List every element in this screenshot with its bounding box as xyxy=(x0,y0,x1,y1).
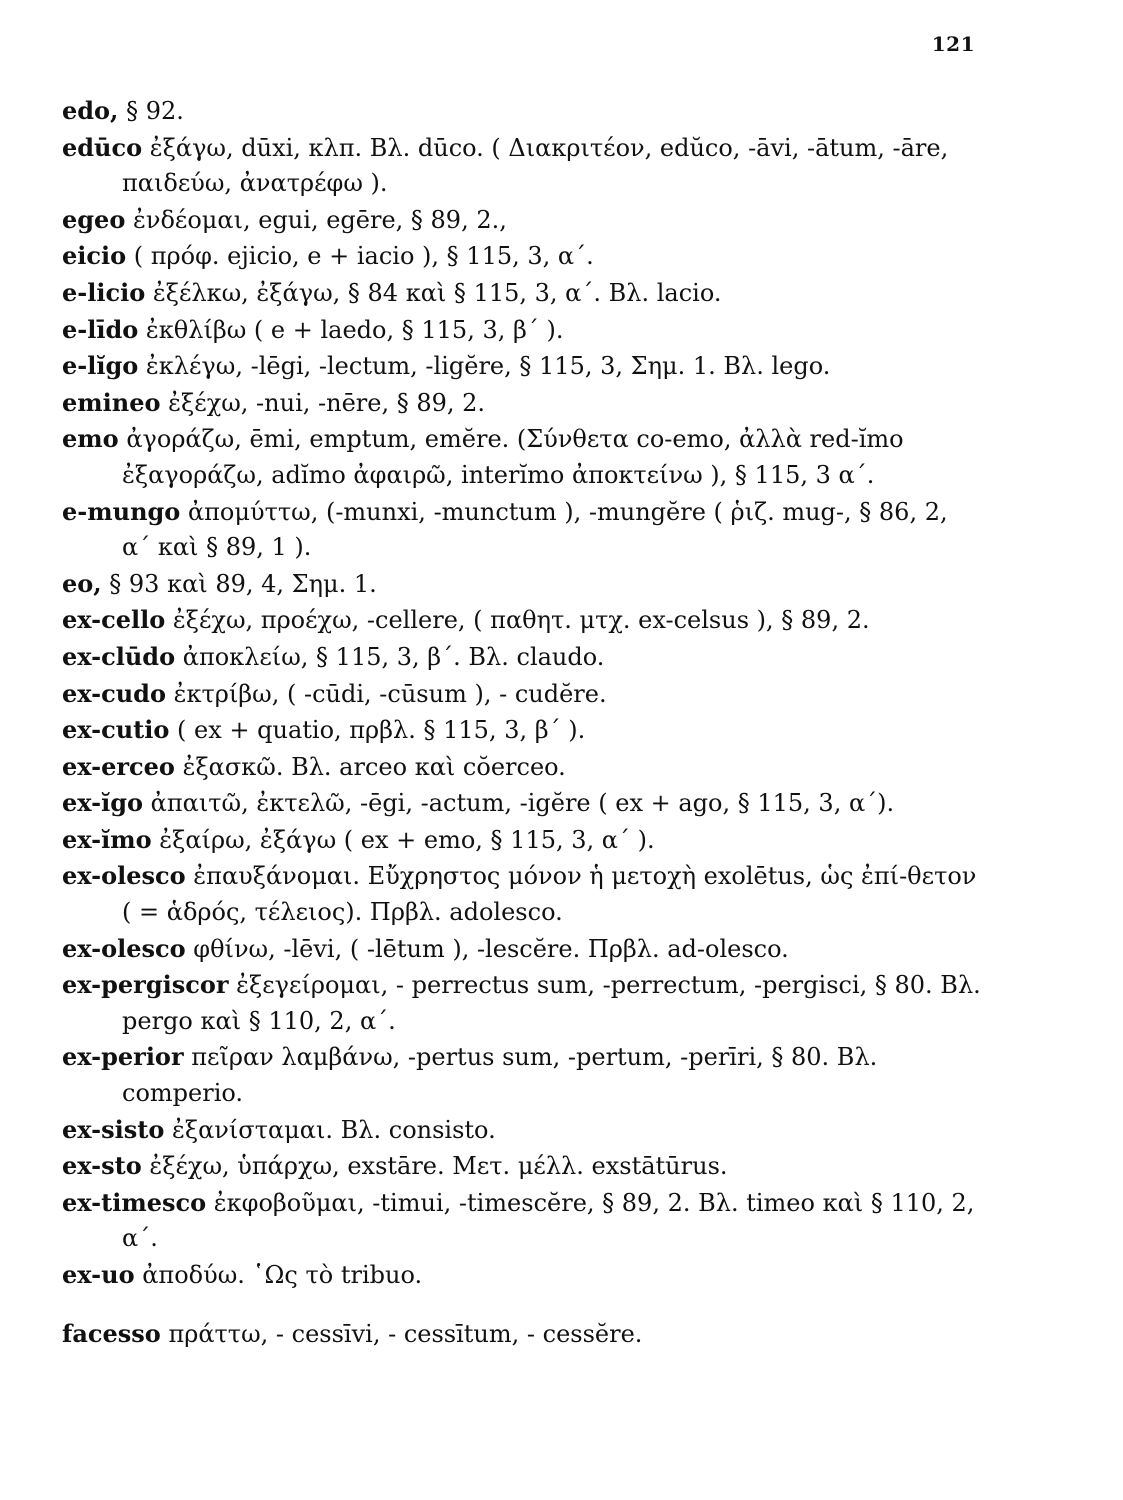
entry-lemma: ex-ĭmo xyxy=(62,824,152,854)
entry-exuo xyxy=(62,1257,982,1294)
entry-definition: φθίνω, -lēvi, ( -lētum ), -lescĕre. Πρβλ. ad-olesco. xyxy=(193,934,789,963)
entry-lemma: egeo xyxy=(62,204,126,234)
entry-exolesco-2 xyxy=(62,931,982,968)
entry-elicio xyxy=(62,275,982,312)
entry-lemma: ex-pergiscor xyxy=(62,970,229,1000)
entry-lemma: ex-cutio xyxy=(62,715,170,745)
entry-definition: § 93 καὶ 89, 4, Σημ. 1. xyxy=(109,569,377,598)
entry-lemma: eicio xyxy=(62,241,127,271)
entry-definition: ἐκφοβοῦμαι, -timui, -timescĕre, § 89, 2. Βλ. timeo καὶ § 110, 2, α΄. xyxy=(122,1188,975,1253)
entry-definition: ( πρόφ. ejicio, e + iacio ), § 115, 3, α΄. xyxy=(133,242,594,271)
entry-excello xyxy=(62,602,982,639)
entry-definition: πεῖραν λαμβάνω, -pertus sum, -pertum, -perīri, § 80. Βλ. comperio. xyxy=(122,1043,878,1108)
entry-definition: ἐξέχω, ὑπάρχω, exstāre. Μετ. μέλλ. exstātūrus. xyxy=(149,1152,728,1181)
entry-lemma: ex-erceo xyxy=(62,751,175,781)
entry-emungo xyxy=(62,494,982,566)
dictionary-entries xyxy=(62,93,982,1352)
entry-lemma: eo, xyxy=(62,568,102,598)
entry-definition: ἐξανίσταμαι. Βλ. consisto. xyxy=(172,1115,496,1144)
entry-definition: ἀποδύω. ῾Ως τὸ tribuo. xyxy=(142,1261,423,1289)
entry-eximo xyxy=(62,822,982,859)
entry-definition: ἀγοράζω, ēmi, emptum, emĕre. (Σύνθετα co-emo, ἀλλὰ red-ĭmo ἐξαγοράζω, adĭmo ἀφαιρῶ, interĭmo ἀποκτείνω ), § 115, 3 α΄. xyxy=(122,425,904,489)
entry-lemma: ex-uo xyxy=(62,1260,135,1289)
entry-definition: ἐξασκῶ. Βλ. arceo καὶ cŏerceo. xyxy=(182,752,566,781)
entry-lemma: e-licio xyxy=(62,277,146,307)
entry-extimesco xyxy=(62,1185,982,1257)
entry-definition: ἀπομύττω, (-munxi, -munctum ), -mungĕre ( ῥιζ. mug-, § 86, 2, α΄ καὶ § 89, 1 ). xyxy=(122,497,948,562)
entry-definition: ἀπαιτῶ, ἐκτελῶ, -ēgi, -actum, -igĕre ( ex + ago, § 115, 3, α΄). xyxy=(150,789,895,818)
entry-definition: ἐνδέομαι, egui, egēre, § 89, 2., xyxy=(132,205,507,234)
entry-eicio xyxy=(62,238,982,275)
entry-definition: ἐκλέγω, -lēgi, -lectum, -ligĕre, § 115, 3, Σημ. 1. Βλ. lego. xyxy=(145,352,831,381)
entry-lemma: ex-clūdo xyxy=(62,641,176,671)
entry-definition: ἐξέχω, προέχω, -cellere, ( παθητ. μτχ. ex-celsus ), § 89, 2. xyxy=(172,606,870,635)
entry-definition: ( ex + quatio, πρβλ. § 115, 3, β΄ ). xyxy=(177,716,586,745)
entry-exerceo xyxy=(62,749,982,786)
entry-lemma: ex-ĭgo xyxy=(62,788,144,818)
entry-excutio xyxy=(62,712,982,749)
entry-definition: § 92. xyxy=(126,97,184,125)
entry-lemma: ex-olesco xyxy=(62,861,186,891)
entry-egeo xyxy=(62,202,982,239)
entry-lemma: ex-perior xyxy=(62,1042,184,1072)
entry-definition: ἐξέχω, -nui, -nēre, § 89, 2. xyxy=(168,388,486,417)
entry-lemma: e-mungo xyxy=(62,496,181,526)
entry-edo xyxy=(62,93,982,130)
entry-lemma: facesso xyxy=(62,1318,161,1348)
entry-lemma: ex-cello xyxy=(62,605,166,635)
entry-definition: ἀποκλείω, § 115, 3, β΄. Βλ. claudo. xyxy=(182,642,605,671)
entry-lemma: ex-cudo xyxy=(62,678,166,708)
entry-eo xyxy=(62,566,982,603)
entry-lemma: e-līdo xyxy=(62,314,139,344)
page-number: 121 xyxy=(931,32,975,56)
entry-lemma: ex-olesco xyxy=(62,933,186,963)
entry-emo xyxy=(62,421,982,493)
entry-definition: πράττω, - cessīvi, - cessītum, - cessĕre. xyxy=(168,1319,643,1348)
entry-lemma: edūco xyxy=(62,132,143,162)
entry-definition: ἐπαυξάνομαι. Εὔχρηστος μόνον ἡ μετοχὴ exolētus, ὡς ἐπί-θετον ( = ἁδρός, τέλειος). Πρβλ. adolesco. xyxy=(122,862,977,927)
entry-definition: ἐξέλκω, ἐξάγω, § 84 καὶ § 115, 3, α΄. Βλ. lacio. xyxy=(152,278,722,307)
entry-exolesco-1 xyxy=(62,858,982,930)
entry-definition: ἐκθλίβω ( e + laedo, § 115, 3, β΄ ). xyxy=(145,315,564,344)
entry-facesso xyxy=(62,1316,982,1353)
entry-emineo xyxy=(62,385,982,422)
entry-eligo xyxy=(62,348,982,385)
entry-exsto xyxy=(62,1148,982,1185)
entry-exsisto xyxy=(62,1112,982,1149)
entry-lemma: edo, xyxy=(62,96,119,125)
entry-definition: ἐξάγω, dūxi, κλπ. Βλ. dūco. ( Διακριτέον, edŭco, -āvi, -ātum, -āre, παιδεύω, ἀνατρέφω ). xyxy=(122,133,949,198)
entry-expergiscor xyxy=(62,967,982,1039)
entry-definition: ἐκτρίβω, ( -cūdi, -cūsum ), - cudĕre. xyxy=(173,679,607,708)
entry-excudo xyxy=(62,676,982,713)
entry-lemma: emo xyxy=(62,424,119,454)
entry-lemma: emineo xyxy=(62,387,161,417)
entry-lemma: ex-sto xyxy=(62,1151,142,1181)
entry-excludo xyxy=(62,639,982,676)
entry-experior xyxy=(62,1039,982,1111)
entry-lemma: e-lĭgo xyxy=(62,351,139,381)
entry-definition: ἐξαίρω, ἐξάγω ( ex + emo, § 115, 3, α΄ ). xyxy=(159,825,655,854)
entry-educo xyxy=(62,130,982,202)
entry-elido xyxy=(62,312,982,349)
entry-lemma: ex-timesco xyxy=(62,1187,207,1217)
entry-definition: ἐξεγείρομαι, - perrectus sum, -perrectum, -pergisci, § 80. Βλ. pergo καὶ § 110, 2, α΄. xyxy=(122,971,981,1035)
entry-lemma: ex-sisto xyxy=(62,1114,165,1144)
entry-exigo xyxy=(62,785,982,822)
